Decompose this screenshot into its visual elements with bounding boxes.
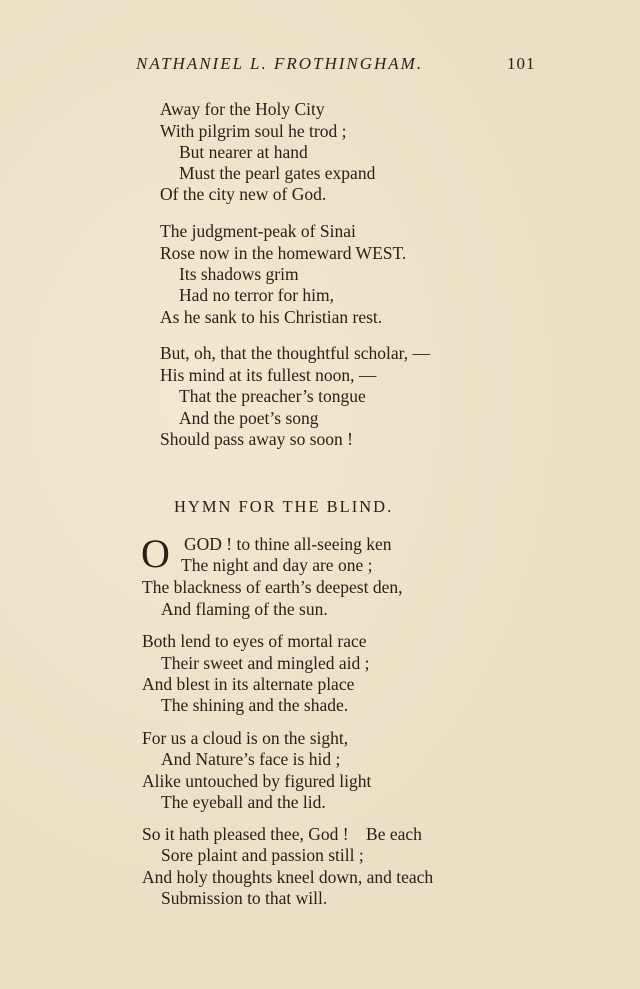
verse-line: Must the pearl gates expand: [179, 163, 376, 183]
verse-line: For us a cloud is on the sight,: [142, 728, 349, 748]
verse-line: The shining and the shade.: [161, 695, 349, 715]
verse-line: Alike untouched by figured light: [142, 771, 372, 791]
verse-line: The judgment-peak of Sinai: [160, 221, 356, 241]
verse-line: The night and day are one ;: [181, 555, 373, 575]
verse-line: Sore plaint and passion still ;: [161, 845, 364, 865]
verse-line: GOD ! to thine all-seeing ken: [184, 534, 392, 554]
verse-line: Had no terror for him,: [179, 285, 335, 305]
verse-line: Their sweet and mingled aid ;: [161, 653, 370, 673]
verse-line: The blackness of earth’s deepest den,: [142, 577, 403, 597]
verse-line: Rose now in the homeward WEST.: [160, 243, 407, 263]
verse-line: Both lend to eyes of mortal race: [142, 631, 367, 651]
verse-line: Its shadows grim: [179, 264, 299, 284]
running-title: NATHANIEL L. FROTHINGHAM.: [136, 54, 424, 73]
verse-line: With pilgrim soul he trod ;: [160, 121, 347, 141]
verse-line: But nearer at hand: [179, 142, 308, 162]
hymn-title: HYMN FOR THE BLIND.: [174, 497, 394, 516]
verse-line: But, oh, that the thoughtful scholar, —: [160, 343, 431, 363]
verse-line: And holy thoughts kneel down, and teach: [142, 867, 434, 887]
verse-line: Submission to that will.: [161, 888, 328, 908]
verse-line: The eyeball and the lid.: [161, 792, 326, 812]
verse-line: Away for the Holy City: [160, 99, 325, 119]
verse-line: As he sank to his Christian rest.: [160, 307, 383, 327]
verse-line: And flaming of the sun.: [161, 599, 328, 619]
verse-line: And the poet’s song: [179, 408, 319, 428]
verse-line: Of the city new of God.: [160, 184, 327, 204]
verse-line: So it hath pleased thee, God ! Be each: [142, 824, 422, 844]
verse-line: Should pass away so soon !: [160, 429, 353, 449]
verse-line: And Nature’s face is hid ;: [161, 749, 341, 769]
verse-line: His mind at its fullest noon, —: [160, 365, 377, 385]
verse-line: That the preacher’s tongue: [179, 386, 366, 406]
page-number: 101: [507, 54, 536, 73]
drop-cap: O: [141, 531, 170, 576]
verse-line: And blest in its alternate place: [142, 674, 355, 694]
